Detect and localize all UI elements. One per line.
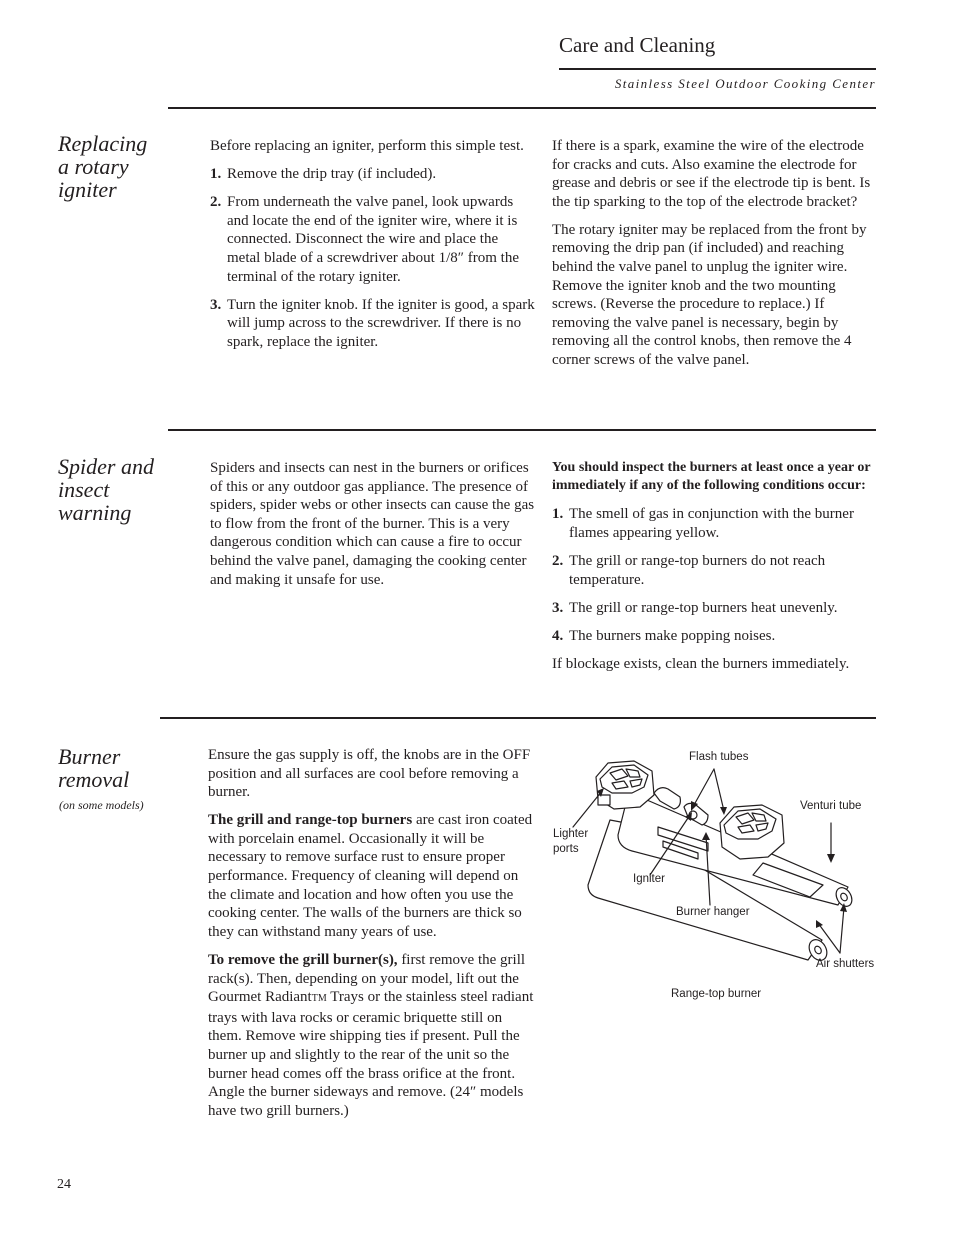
- section-title-burner: Burner removal: [58, 744, 130, 792]
- list-item: 1. Remove the drip tray (if included).: [210, 166, 437, 183]
- remove-grill-burner-paragraph: To remove the grill burner(s), first remove the grill rack(s). Then, depending on your model, lift out the Gourmet RadiantTM Trays or the stainless steel radiant trays with lava rocks or ceramic briquette still on them. Remove wire shipping ties if present. Pull the burner up and slightly to the rear of the unit so the burner head comes off the brass orifice at the front. Angle the burner sideways and remove. (24″ models have two grill burners.): [208, 951, 534, 1119]
- section-rule: [160, 717, 876, 719]
- list-item: 3. The grill or range-top burners heat unevenly.: [552, 599, 838, 616]
- section-title-spider: Spider and insect warning: [58, 454, 154, 525]
- header-rule: [559, 68, 876, 70]
- gas-supply-paragraph: Ensure the gas supply is off, the knobs are in the OFF position and all surfaces are cool before removing a burner.: [208, 747, 531, 801]
- section-rule: [168, 107, 876, 109]
- blockage-note: If blockage exists, clean the burners immediately.: [552, 655, 850, 672]
- burner-left-column: [208, 746, 534, 1130]
- list-item: 2. From underneath the valve panel, look upwards and locate the end of the igniter wire, where it is connected. Disconnect the wire and place the metal blade of a screwdriver about 1/8″ from the terminal of the rotary igniter.: [210, 194, 519, 285]
- igniter-intro: Before replacing an igniter, perform this simple test.: [210, 138, 524, 154]
- list-item: 2. The grill or range-top burners do not reach temperature.: [552, 553, 826, 588]
- section-title-igniter: Replacing a rotary igniter: [58, 131, 148, 202]
- range-top-burner-diagram: [548, 745, 878, 1005]
- label-air-shutters: Air shutters: [816, 958, 875, 970]
- igniter-replace-paragraph: The rotary igniter may be replaced from the front by removing the drip pan (if included) and reaching behind the valve panel to unplug the igniter wire. Remove the igniter knob and the two mounting screws. (Reverse the procedure to replace.) If removing the valve panel is necessary, begin by removing all the control knobs, then remove the 4 corner screws of the valve panel.: [552, 221, 867, 369]
- inspect-conditions: [552, 505, 878, 645]
- cast-iron-paragraph: The grill and range-top burners are cast iron coated with porcelain enamel. Occasionally it will be necessary to remove surface rust to ensure proper performance. Frequency of cleaning will depend on the climate and location and how often you use the cooking center. The walls of the burners are thick so they can withstand many years of use.: [208, 812, 533, 940]
- igniter-left-column: [210, 137, 535, 361]
- label-flash-tubes: Flash tubes: [689, 751, 749, 763]
- page-subtitle: Stainless Steel Outdoor Cooking Center: [614, 76, 876, 91]
- label-lighter-ports: Lighter ports: [553, 828, 589, 855]
- spider-left-column: [210, 459, 535, 599]
- igniter-right-column: [552, 137, 878, 379]
- list-item: 4. The burners make popping noises.: [552, 627, 776, 644]
- page-title: Care and Cleaning: [559, 33, 716, 57]
- list-item: 1. The smell of gas in conjunction with the burner flames appearing yellow.: [552, 506, 854, 541]
- igniter-spark-paragraph: If there is a spark, examine the wire of the electrode for cracks and cuts. Also examine the electrode for grease and debris or see if the electrode tip is bent. Is the tip sparking to the top of the electrode bracket?: [552, 138, 871, 210]
- label-venturi-tube: Venturi tube: [800, 800, 862, 812]
- label-igniter: Igniter: [633, 873, 665, 885]
- diagram-caption: Range-top burner: [671, 988, 762, 1000]
- section-rule: [168, 429, 876, 431]
- label-burner-hanger: Burner hanger: [676, 906, 750, 918]
- igniter-steps: [210, 165, 535, 351]
- spider-warning-paragraph: Spiders and insects can nest in the burners or orifices of this or any outdoor gas appliance. The presence of spiders, spider webs or other insects can cause the gas to flow from the front of the burner. This is a very dangerous condition which can cause a fire to occur behind the valve panel, damaging the cooking center and making it unsafe for use.: [210, 460, 535, 588]
- spider-right-column: [552, 459, 878, 683]
- list-item: 3. Turn the igniter knob. If the igniter is good, a spark will jump across to the screwdriver. If there is no spark, replace the igniter.: [210, 296, 535, 350]
- inspect-intro: You should inspect the burners at least once a year or immediately if any of the following conditions occur:: [552, 460, 871, 494]
- section-note-models: (on some models): [59, 798, 144, 812]
- page-number: 24: [57, 1177, 71, 1192]
